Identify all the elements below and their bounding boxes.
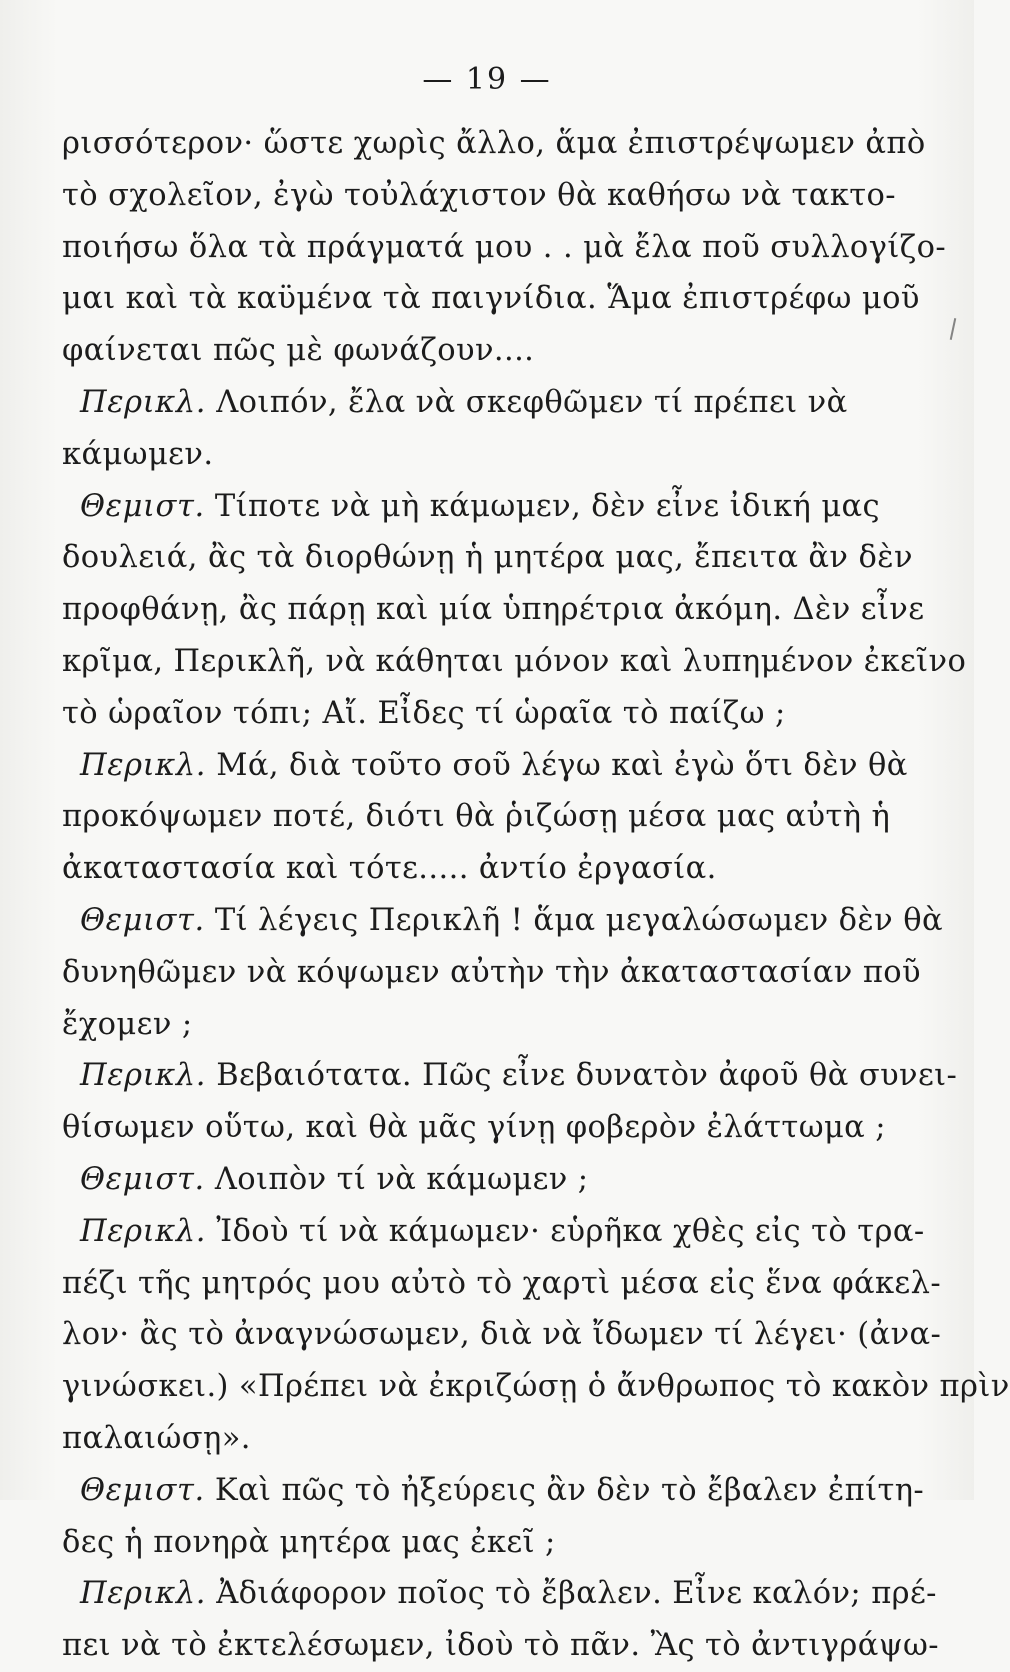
text-line — [62, 222, 947, 274]
line-text: ἀκαταστασία καὶ τότε..... ἀντίο ἐργασία. — [62, 851, 717, 887]
line-text: Τί λέγεις Περικλῆ ! ἅμα μεγαλώσωμεν δὲν θὰ — [204, 902, 943, 938]
margin-mark — [950, 318, 957, 340]
speaker-label: Θεμιστ. — [80, 1472, 205, 1508]
line-text: δουλειά, ἂς τὰ διορθώνῃ ἡ μητέρα μας, ἔπειτα ἂν δὲν — [62, 540, 913, 576]
line-text: κάμωμεν. — [62, 436, 214, 472]
text-line — [62, 1206, 925, 1258]
line-text: Τίποτε νὰ μὴ κάμωμεν, δὲν εἶνε ἰδική μας — [204, 488, 881, 524]
text-line — [62, 1620, 939, 1672]
line-text: Μά, διὰ τοῦτο σοῦ λέγω καὶ ἐγὼ ὅτι δὲν θὰ — [206, 747, 908, 783]
line-text: τὸ ὡραῖον τόπι; Αἴ. Εἶδες τί ὡραῖα τὸ παίζω ; — [62, 695, 786, 731]
text-line — [62, 1465, 925, 1517]
text-line — [62, 1361, 1010, 1413]
text-line — [62, 1413, 874, 1465]
text-line — [62, 1050, 958, 1102]
speaker-label: Θεμιστ. — [80, 488, 205, 524]
line-text: δυνηθῶμεν νὰ κόψωμεν αὐτὴν τὴν ἀκαταστασίαν ποῦ — [62, 954, 921, 990]
text-line — [62, 584, 925, 636]
line-text: δες ἡ πονηρὰ μητέρα μας ἐκεῖ ; — [62, 1524, 556, 1560]
line-text: ρισσότερον· ὥστε χωρὶς ἄλλο, ἅμα ἐπιστρέψωμεν ἀπὸ — [62, 126, 926, 161]
line-text: κρῖμα, Περικλῆ, νὰ κάθηται μόνον καὶ λυπημένον ἐκεῖνο — [62, 643, 967, 679]
line-text: προκόψωμεν ποτέ, διότι θὰ ῥιζώσῃ μέσα μας αὐτὴ ἡ — [62, 799, 891, 835]
speaker-label: Θεμιστ. — [80, 902, 205, 938]
text-line — [62, 1258, 942, 1310]
text-line — [62, 118, 926, 170]
line-text: φαίνεται πῶς μὲ φωνάζουν.... — [62, 333, 535, 369]
line-text: μαι καὶ τὰ καϋμένα τὰ παιγνίδια. Ἅμα ἐπιστρέφω μοῦ — [62, 281, 920, 317]
line-text: Λοιπόν, ἔλα νὰ σκεφθῶμεν τί πρέπει νὰ — [206, 384, 848, 420]
line-text: πει νὰ τὸ ἐκτελέσωμεν, ἰδοὺ τὸ πᾶν. Ἂς τὸ ἀντιγράψω- — [62, 1628, 939, 1664]
line-text: λον· ἂς τὸ ἀναγνώσωμεν, διὰ νὰ ἴδωμεν τί λέγει· (ἀνα- — [62, 1317, 942, 1353]
text-line — [62, 170, 897, 222]
text-line — [62, 1517, 874, 1569]
text-line — [62, 325, 874, 377]
line-text: παλαιώσῃ». — [62, 1420, 251, 1456]
line-text: πέζι τῆς μητρός μου αὐτὸ τὸ χαρτὶ μέσα εἰς ἕνα φάκελ- — [62, 1265, 942, 1301]
line-text: Λοιπὸν τί νὰ κάμωμεν ; — [204, 1161, 589, 1197]
text-line — [62, 532, 913, 584]
text-line — [62, 636, 967, 688]
speaker-label: Περικλ. — [80, 747, 207, 783]
text-line — [62, 1154, 874, 1206]
line-text: θίσωμεν οὕτω, καὶ θὰ μᾶς γίνῃ φοβερὸν ἐλάττωμα ; — [62, 1110, 886, 1146]
speaker-label: Περικλ. — [80, 1058, 207, 1094]
text-line — [62, 688, 874, 740]
text-line — [62, 273, 920, 325]
speaker-label: Θεμιστ. — [80, 1161, 205, 1197]
line-text: γινώσκει.) «Πρέπει νὰ ἐκριζώσῃ ὁ ἄνθρωπος τὸ κακὸν πρὶν — [62, 1369, 1010, 1405]
text-line — [62, 947, 921, 999]
text-line — [62, 791, 891, 843]
line-text: Καὶ πῶς τὸ ἠξεύρεις ἂν δὲν τὸ ἔβαλεν ἐπίτη- — [204, 1472, 925, 1508]
speaker-label: Περικλ. — [80, 1213, 207, 1249]
line-text: ἔχομεν ; — [62, 1006, 193, 1042]
page-number: — 19 — — [422, 62, 552, 97]
text-line — [62, 481, 881, 533]
speaker-label: Περικλ. — [80, 1576, 207, 1612]
line-text: Ἰδοὺ τί νὰ κάμωμεν· εὑρῆκα χθὲς εἰς τὸ τρα- — [206, 1213, 925, 1249]
text-line — [62, 999, 874, 1051]
text-line — [62, 895, 943, 947]
text-line — [62, 1568, 937, 1620]
line-text: Ἀδιάφορον ποῖος τὸ ἔβαλεν. Εἶνε καλόν; πρέ- — [206, 1576, 937, 1612]
text-line — [62, 429, 874, 481]
body-text — [62, 118, 1010, 1672]
text-line — [62, 740, 908, 792]
text-line — [62, 1309, 942, 1361]
speaker-label: Περικλ. — [80, 384, 207, 420]
text-line — [62, 377, 874, 429]
line-text: προφθάνῃ, ἂς πάρῃ καὶ μία ὑπηρέτρια ἀκόμη. Δὲν εἶνε — [62, 592, 925, 628]
line-text: τὸ σχολεῖον, ἐγὼ τοὐλάχιστον θὰ καθήσω νὰ τακτο- — [62, 177, 897, 213]
line-text: Βεβαιότατα. Πῶς εἶνε δυνατὸν ἀφοῦ θὰ συνει- — [206, 1058, 958, 1094]
text-line — [62, 1102, 886, 1154]
text-line — [62, 843, 874, 895]
line-text: ποιήσω ὅλα τὰ πράγματά μου . . μὰ ἔλα ποῦ συλλογίζο- — [62, 229, 947, 265]
